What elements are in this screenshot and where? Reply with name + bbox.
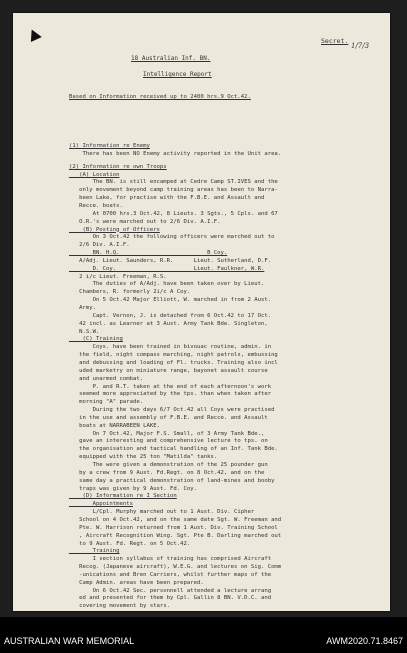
report-line: same day a practical demonstration of land-mines and booby	[69, 477, 275, 484]
report-line: (B) Posting of Officers	[69, 226, 160, 233]
report-line: morning "A" parade.	[69, 399, 144, 406]
report-line: The BN. is still encamped at Cedre Camp ST.IVES and the	[69, 179, 278, 186]
report-line: Pte. W. Harrison returned from 1 Aust. Div. Training School	[69, 524, 278, 531]
report-subtitle: Based on Information received up to 2400 hrs.9 Oct.42.	[69, 94, 251, 100]
report-line: uded marketry on miniature range, bayonet assault course	[69, 367, 268, 374]
report-line: P. and R.T. taken at the end of each afternoon's work	[69, 383, 272, 390]
report-line: During the two days 6/7 Oct.42 all Coys were practised	[69, 407, 275, 414]
report-line: N.S.W.	[69, 328, 100, 335]
report-line: (D) Information re I Section	[69, 493, 177, 500]
report-line: the organisation and tactical handling of an Inf. Tank Bde.	[69, 446, 278, 453]
document-page	[13, 13, 390, 611]
report-line: There has been NO Enemy activity reported in the Unit area.	[69, 150, 282, 157]
report-line: ed and presented for them by Cpl. Gallin 8 BN. V.D.C. and	[69, 595, 272, 602]
report-line: boats at NARRABEEN LAKE.	[69, 422, 160, 429]
handwritten-reference: 1/7/3	[351, 42, 370, 50]
report-line: covering movement by stars.	[69, 603, 171, 610]
report-line: and debussing and loading of Fl. trucks. Training also incl	[69, 359, 278, 366]
report-line: Chambers, R. formerly 2i/c A Coy.	[69, 289, 191, 296]
report-line: L/Cpl. Murphy marched out to 1 Aust. Div. Cipher	[69, 509, 255, 516]
report-line: in the use and assembly of F.B.E. and Recce. and Assault	[69, 414, 268, 421]
report-line: , Aircraft Recognition Wing. Sgt. Pte B. Darling marched out	[69, 532, 282, 539]
report-line: traps was given by 9 Aust. Fd. Coy.	[69, 485, 197, 492]
report-line: At 0700 hrs.3 Oct.42, 8 Lieuts. 3 Sgts., 5 Cpls. and 67	[69, 210, 278, 217]
report-line: to 9 Aust. Fd. Regt. on 5 Oct.42.	[69, 540, 191, 547]
report-line: seemed more appreciated by the tps. than when taken after	[69, 391, 272, 398]
report-line: -unications and Bren Carriers, whilst further maps of the	[69, 571, 272, 578]
report-line: 2/6 Div. A.I.F.	[69, 242, 130, 249]
report-line: Appointments	[69, 501, 133, 508]
report-line: (2) Information re own Troops	[69, 163, 167, 170]
report-line: BN. H.Q. B Coy.	[69, 250, 228, 257]
report-line: On 7 Oct.42, Major F.S. Small, of 3 Army Tank Bde.,	[69, 430, 265, 437]
report-line: Coys. have been trained in bivouac routine, admin. in	[69, 344, 272, 351]
report-line: only movement beyond camp training areas has been to Narra-	[69, 187, 278, 194]
report-line: the field, night compass marching, night patrols, embussing	[69, 352, 278, 359]
report-title: Intelligence Report	[143, 71, 212, 78]
report-line: School on 4 Oct.42, and on the same date Sgt. W. Freeman and	[69, 516, 282, 523]
report-line: Training	[69, 548, 120, 555]
report-line: A/Adj. Lieut. Saunders, R.R. Lieut. Sutherland, D.F.	[69, 257, 272, 264]
report-line: equipped with the 25 ton "Matilda" tanks.	[69, 454, 218, 461]
security-marking: Secret.	[321, 37, 349, 45]
report-line: On 3 Oct.42 the following officers were marched out to	[69, 234, 275, 241]
report-line: 2 i/c Lieut. Freeman, R.S.	[69, 273, 167, 280]
institution-name: AUSTRALIAN WAR MEMORIAL	[4, 636, 135, 646]
report-line: I section syllabus of training has comprised Aircraft	[69, 556, 272, 563]
report-line: Army.	[69, 305, 96, 311]
report-line: 42 incl. as Learner at 3 Aust. Army Tank Bde. Singleton,	[69, 320, 268, 327]
report-line: D. Coy. Lieut. Faulkner, W.R.	[69, 265, 265, 272]
footer-bar	[0, 617, 407, 653]
report-line: The were given a demonstration of the 25 pounder gun	[69, 462, 268, 468]
accession-number: AWM2020.71.8467	[326, 636, 403, 646]
report-line: On 6 Oct.42 Sec. personnell attended a lecture arrang	[69, 587, 272, 594]
report-line: On 5 Oct.42 Major Elliott, W. marched in from 2 Aust.	[69, 297, 272, 304]
report-line: gave an interesting and comprehensive lecture to tps. on	[69, 438, 268, 445]
report-line: Recog. (Japanese aircraft), W.E.G. and lectures on Sig. Comm	[69, 564, 282, 571]
report-line: Capt. Vernon, J. is detached from 6 Oct.42 to 17 Oct.	[69, 312, 272, 319]
report-line: Camp Admin. areas have been prepared.	[69, 579, 204, 586]
report-line: been Lake, for practise with the F.B.E. and Assault and	[69, 195, 265, 202]
report-line: by a crew from 9 Aust. Fd.Regt. on 8 Oct.42, and on the	[69, 469, 265, 476]
unit-heading: 18 Australian Inf. BN.	[131, 55, 211, 62]
report-line: (1) Information re Enemy	[69, 143, 150, 149]
punch-hole	[26, 27, 42, 42]
report-line: (C) Training	[69, 336, 123, 343]
report-line: (A) Location	[69, 171, 120, 178]
report-line: The duties of A/Adj. have been taken over by Lieut.	[69, 281, 265, 288]
report-line: Recce. boats.	[69, 202, 123, 209]
report-line: and unarmed combat.	[69, 375, 144, 382]
report-line: O.R.'s were marched out to 2/6 Div. A.I.F.	[69, 218, 221, 225]
